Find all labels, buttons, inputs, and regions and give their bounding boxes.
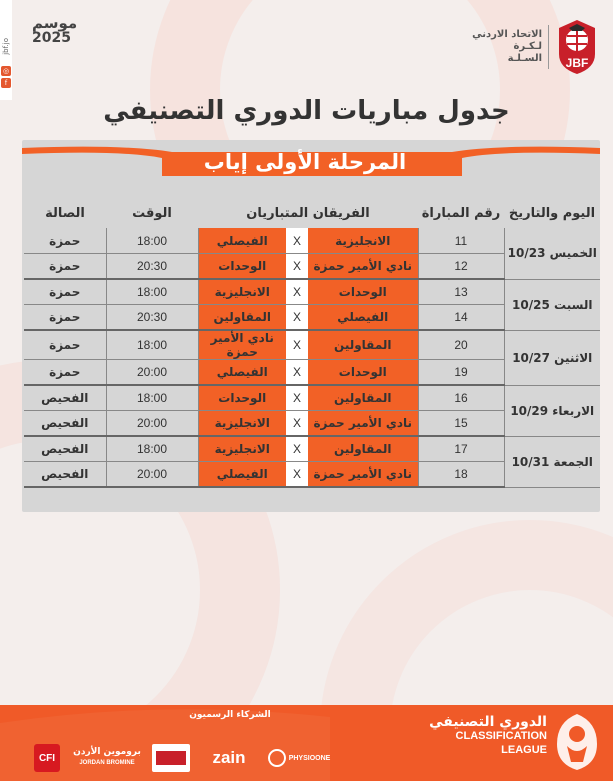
home-team: المقاولين <box>308 436 418 462</box>
home-team: الانجليزية <box>308 228 418 254</box>
league-title-ar: الدوري التصنيفي <box>429 714 547 730</box>
home-team: المقاولين <box>308 385 418 411</box>
match-hall: الفحيص <box>24 436 106 462</box>
match-number: 16 <box>418 385 504 411</box>
federation-name-line2: لـكـرة <box>513 41 542 52</box>
match-time: 18:00 <box>106 330 198 360</box>
match-number: 18 <box>418 462 504 488</box>
away-team: الوحدات <box>198 385 286 411</box>
match-time: 18:00 <box>106 436 198 462</box>
match-hall: حمزة <box>24 305 106 331</box>
match-time: 18:00 <box>106 385 198 411</box>
away-team: الفيصلي <box>198 462 286 488</box>
col-match-no: رقم المباراة <box>421 205 501 221</box>
sponsor-zain[interactable] <box>200 744 258 772</box>
federation-header <box>472 18 599 76</box>
season-year: 2025 <box>32 30 71 46</box>
jbf-logo <box>555 18 599 76</box>
sponsor-physioone[interactable] <box>264 744 334 772</box>
away-team: نادي الأمير حمزة <box>198 330 286 360</box>
away-team: الانجليزية <box>198 279 286 305</box>
versus-mark: X <box>286 385 308 411</box>
sponsor-bank-badge[interactable] <box>152 744 190 772</box>
table-row <box>24 279 600 305</box>
league-title-en-line1: CLASSIFICATION <box>455 730 547 742</box>
bank-logo-icon <box>156 751 186 765</box>
versus-mark: X <box>286 228 308 254</box>
day-cell: الاثنين 10/27 <box>504 330 600 385</box>
match-hall: الفحيص <box>24 411 106 437</box>
federation-name-line3: السـلـة <box>507 53 542 64</box>
table-row <box>24 436 600 462</box>
home-team: الوحدات <box>308 360 418 386</box>
match-hall: حمزة <box>24 360 106 386</box>
sponsor-jordan-bromine[interactable] <box>68 744 146 772</box>
instagram-icon[interactable]: ◎ <box>2 67 10 75</box>
table-row <box>24 385 600 411</box>
away-team: الانجليزية <box>198 436 286 462</box>
match-time: 18:00 <box>106 228 198 254</box>
social-handle: jbf.jo <box>2 38 10 55</box>
day-cell: الجمعة 10/31 <box>504 436 600 487</box>
col-hall: الصالة <box>45 205 85 221</box>
table-row <box>24 330 600 360</box>
header-divider <box>548 25 549 69</box>
away-team: الفيصلي <box>198 360 286 386</box>
day-cell: الخميس 10/23 <box>504 228 600 279</box>
match-number: 12 <box>418 254 504 280</box>
match-time: 18:00 <box>106 279 198 305</box>
day-cell: السبت 10/25 <box>504 279 600 330</box>
sponsor-cfi[interactable] <box>34 744 60 772</box>
away-team: الوحدات <box>198 254 286 280</box>
versus-mark: X <box>286 462 308 488</box>
league-title <box>429 715 547 757</box>
match-number: 13 <box>418 279 504 305</box>
sponsors-title: الشركاء الرسميون <box>189 710 271 720</box>
col-time: الوقت <box>132 205 172 221</box>
match-hall: الفحيص <box>24 462 106 488</box>
sponsor-physioone-label: PHYSIOONE <box>288 754 331 762</box>
home-team: الفيصلي <box>308 305 418 331</box>
versus-mark: X <box>286 360 308 386</box>
match-hall: الفحيص <box>24 385 106 411</box>
season-label: موسم <box>32 14 78 32</box>
home-team: نادي الأمير حمزة <box>308 254 418 280</box>
federation-name <box>472 29 542 65</box>
match-number: 19 <box>418 360 504 386</box>
federation-name-line1: الاتحاد الاردني <box>472 29 542 40</box>
home-team: نادي الأمير حمزة <box>308 411 418 437</box>
versus-mark: X <box>286 279 308 305</box>
sponsor-bromine-label: بروموين الأردن <box>73 747 141 757</box>
match-time: 20:30 <box>106 254 198 280</box>
match-number: 20 <box>418 330 504 360</box>
match-hall: حمزة <box>24 279 106 305</box>
col-day-date: اليوم والتاريخ <box>508 205 596 221</box>
versus-mark: X <box>286 330 308 360</box>
sponsor-cfi-label: CFI <box>38 752 56 764</box>
league-title-en-line2: LEAGUE <box>501 744 547 756</box>
sponsor-zain-label: zain <box>212 748 246 767</box>
away-team: الانجليزية <box>198 411 286 437</box>
match-number: 11 <box>418 228 504 254</box>
match-time: 20:00 <box>106 462 198 488</box>
season-badge <box>32 14 77 46</box>
schedule-table <box>24 198 600 488</box>
table-header-row <box>24 198 600 228</box>
away-team: المقاولين <box>198 305 286 331</box>
match-number: 15 <box>418 411 504 437</box>
versus-mark: X <box>286 305 308 331</box>
versus-mark: X <box>286 254 308 280</box>
sponsor-bromine-sub: JORDAN BROMINE <box>79 760 135 766</box>
facebook-icon[interactable]: f <box>1 78 11 88</box>
col-teams: الفريقان المتباريان <box>246 205 370 221</box>
physioone-icon <box>268 749 286 767</box>
versus-mark: X <box>286 436 308 462</box>
match-time: 20:00 <box>106 411 198 437</box>
match-time: 20:30 <box>106 305 198 331</box>
match-hall: حمزة <box>24 254 106 280</box>
home-team: المقاولين <box>308 330 418 360</box>
match-time: 20:00 <box>106 360 198 386</box>
page-title: جدول مباريات الدوري التصنيفي <box>103 96 510 126</box>
match-hall: حمزة <box>24 330 106 360</box>
logo-text: JBF <box>565 56 589 70</box>
home-team: نادي الأمير حمزة <box>308 462 418 488</box>
table-row <box>24 228 600 254</box>
league-logo <box>553 712 601 772</box>
social-strip <box>0 0 12 100</box>
match-hall: حمزة <box>24 228 106 254</box>
away-team: الفيصلي <box>198 228 286 254</box>
home-team: الوحدات <box>308 279 418 305</box>
day-cell: الاربعاء 10/29 <box>504 385 600 436</box>
match-number: 14 <box>418 305 504 331</box>
match-number: 17 <box>418 436 504 462</box>
stage-title: المرحلة الأولى إياب <box>203 150 407 174</box>
versus-mark: X <box>286 411 308 437</box>
